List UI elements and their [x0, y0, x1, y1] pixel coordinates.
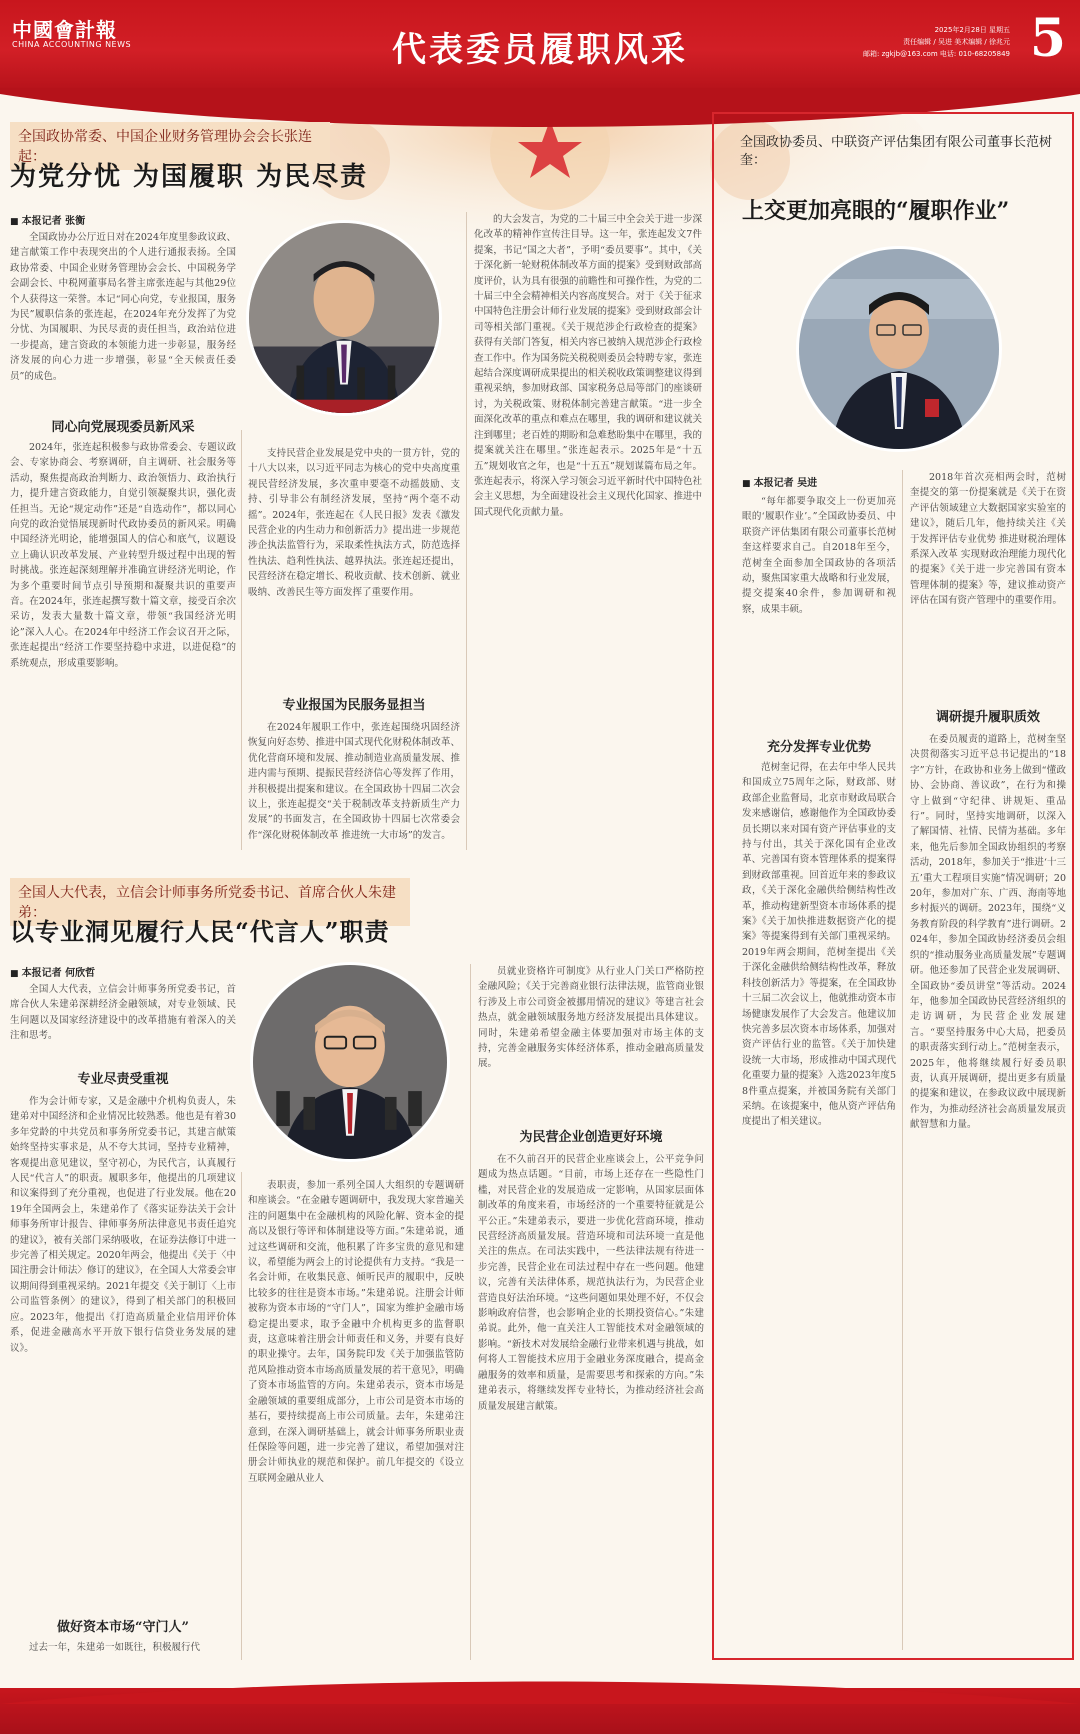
article2-subhead-3: 为民营企业创造更好环境 [519, 1130, 663, 1145]
column-rule [902, 470, 903, 1650]
article3-kicker: 全国政协委员、中联资产评估集团有限公司董事长范树奎： [740, 135, 1053, 168]
article3-col2-p1: 2018年首次亮相两会时，范树奎提交的第一份提案就是《关于在资产评估领域建立大数据国家实验室的建议》，随后几年，他持续关注《关于发挥评估专业优势 推进财税治理体系深入改革 实现财政治理能力现代化的提案》《关于进一步完善国有资本管理体制的提案》等，建议推动资产评估在国有资产管理中的重要作用。 [910, 472, 1066, 607]
paper-name-english: CHINA ACCOUNTING NEWS [12, 40, 132, 49]
paper-name: 中國會計報 [12, 18, 117, 42]
article3-subhead-2: 调研提升履职质效 [935, 710, 1040, 725]
article1-col3-p1: 的大会发言，为党的二十届三中全会关于进一步深化改革的精神作宣传注目导。这一年，张连起发文7件提案，书记“国之大者”，予明“委员要事”。其中，《关于深化新一轮财税体制改革方面的提案》受到财政部高度评价，认为具有很强的前瞻性和可操作性，为党的二十届三中全会精神相关内容高度契合。对于《关于征求中国特色注册会计师行业发展的提案》受到财政部会计司等相关部门重视。《关于规范涉企行政检查的提案》获得有关部门答复，相关内容已被纳入规范涉企行政检查工作中。作为国务院关税税则委员会特聘专家，张连起结合深度调研成果提出的相关税收政策调整建议得到重视采纳，参加财政部、国家税务总局等部门的座谈研讨，为关税政策、财税体制完善建言献策。“进一步全面深化改革的重点和难点在哪里，我的调研和建议就关注到哪里；老百姓的期盼和急难愁盼集中在哪里，我的提案就关注在哪里。”张连起表示。2025年是“十五五”规划收官之年，也是“十五五”规划谋篇布局之年。张连起表示，将深入学习领会习近平新时代中国特色社会主义思想，为全面建设社会主义现代化国家、推进中国式现代化贡献力量。 [474, 214, 702, 518]
article3-col1-p2: 范树奎记得，在去年中华人民共和国成立75周年之际，财政部、财政部企业监督局，北京市财政局联合发来感谢信，感谢他作为全国政协委员长期以来对国有资产评估事业的支持与付出，其关于深化国有企业改革、完善国有资本管理体系的提案得到财政部重视。回首近年来的参政议政，《关于深化金融供给侧结构性改革，推动构建新型资本市场体系的提案》《关于加快推进数据资产化的提案》等提案得到有关部门重视采纳。2019年两会期间，范树奎提出《关于深化金融供给侧结构性改革，释放科技创新活力》等提案，在全国政协十三届二次会议上，他就推动资本市场健康发展作了大会发言。他建议加快完善多层次资本市场体系，加强对资产评估行业的监管。《关于加快建设统一大市场，形成推动中国式现代化重要力量的提案》入选2023年度58件重点提案，并被国务院有关部门采纳。在该提案中，他从资产评估角度提出了相关建议。 [742, 762, 896, 1128]
article1-col2-p1: 支持民营企业发展是党中央的一贯方针，党的十八大以来，以习近平同志为核心的党中央高度重视民营经济发展，多次重申要毫不动摇鼓励、支持、引导非公有制经济发展，坚持“两个毫不动摇”。2024年，张连起在《人民日报》发表《激发民营企业的内生动力和创新活力》提出进一步规范涉企执法监管行为，采取柔性执法方式，防范选择性执法、趋利性执法、越界执法。张连起还提出，民营经济在稳定增长、税收贡献、技术创新、就业吸纳、改善民生等方面发挥了重要作用。 [248, 448, 460, 598]
article3-col1-p1: “每年都要争取交上一份更加亮眼的‘履职作业’。”全国政协委员、中联资产评估集团有限公司董事长范树奎这样要求自己。自2018年至今，范树奎全面参加全国政协的各项活动，聚焦国家重大战略和行业发展，提交提案40余件，参加调研和视察，成果丰硕。 [742, 496, 896, 615]
article1-byline: ■ 本报记者 张衡 [10, 212, 85, 227]
article1-col2-p2: 在2024年履职工作中，张连起围绕巩固经济恢复向好态势、推进中国式现代化财税体制改革、优化营商环境和发展、推动制造业高质量发展、推进内需与预期、提振民营经济信心等发挥了作用，并积极提出提案和建议。在全国政协十四届二次会议上，张连起提交“关于税制改革支持新质生产力发展”的书面发言，在全国政协十四届七次常委会作“深化财税体制改革 推进统一大市场”的发言。 [248, 722, 460, 841]
article2-col2-p1: 表职责，参加一系列全国人大组织的专题调研和座谈会。“在金融专题调研中，我发现大家普遍关注的问题集中在金融机构的风险化解、资本金的提高以及银行等评和体制建设等方面。”朱建弟说，通过这些调研和交流，他积累了许多宝贵的意见和建议，希望能为两会上的讨论提供有力支持。“我是一名会计师，在收集民意、倾听民声的履职中，反映比较多的往往是资本市场。”朱建弟说。注册会计师被称为资本市场的“守门人”，国家为维护金融市场稳定提出要求，取予金融中介机构更多的监督职责，这意味着注册会计师责任和义务，并要有良好的职业操守。去年，国务院印发《关于加强监管防范风险推动资本市场高质量发展的若干意见》，明确了资本市场监管的方向。朱建弟表示，资本市场是金融领域的重要组成部分，上市公司是资本市场的基石，要持续提高上市公司质量。去年，朱建弟注意到，在深入调研基础上，就会计师事务所职业责任保险等问题，进一步完善了建议，希望加强对注册会计师执业的规范和保护。前几年提交的《设立互联网金融从业人 [248, 1180, 464, 1484]
article1-subhead-1: 同心向党展现委员新风采 [51, 420, 195, 435]
article3-headline: 上交更加亮眼的“履职作业” [742, 198, 1010, 224]
article3-byline: ■ 本报记者 吴进 [742, 474, 817, 489]
photo-zhu-jiandi [250, 962, 450, 1162]
footer-band [0, 1688, 1080, 1734]
article2-col1-p0: 全国人大代表，立信会计师事务所党委书记，首席合伙人朱建弟深耕经济金融领域，对专业领域、民生问题以及国家经济建设中的改革措施有着深入的关注和思考。 [10, 984, 236, 1042]
article2-col3-p2: 在不久前召开的民营企业座谈会上，公平竞争问题成为热点话题。“目前，市场上还存在一些隐性门槛，对民营企业的发展造成一定影响，从国家层面体制改革的角度来看，市场经济的一个重要特征就是公平公正。”朱建弟表示，要进一步优化营商环境，推动民营经济高质量发展。营造环境和司法环境一直是他关注的焦点。在司法实践中，一些法律法规有待进一步完善，民营企业在司法过程中存在一些问题。他建议，完善有关法律体系，规范执法行为，为民营企业营造良好法治环境。“这些问题如果处理不好，不仅会影响政府信誉，也会影响企业的长期投资信心。”朱建弟说。此外，他一直关注人工智能技术对金融领域的影响。“新技术对发展给金融行业带来机遇与挑战，如何将人工智能技术应用于金融业务深度融合，提高金融服务的效率和质量，是需要思考和探索的方向。”朱建弟表示，将继续发挥专业特长，为推动经济社会高质量发展建言献策。 [478, 1154, 704, 1412]
section-title: 代表委员履职风采 [392, 30, 688, 70]
editors: 责任编辑 / 吴进 美术编辑 / 徐兆元 [903, 38, 1010, 46]
article2-kicker: 全国人大代表，立信会计师事务所党委书记、首席合伙人朱建弟： [10, 878, 410, 926]
article1-col1-p2: 2024年，张连起积极参与政协常委会、专题议政会、专家协商会、考察调研，自主调研、社会服务等活动，聚焦提高政治判断力、政治领悟力、政治执行力，提升建言资政能力，自觉引领凝聚共识，强化责任担当。无论“规定动作”还是“自选动作”，都以同心向党的政治觉悟展现新时代政协委员的新风采。明确中国经济光明论，能增强国人的信心和底气，议题设立上确认识改革发展、产业转型升级过程中出现的暂时挑战。张连起深刻理解并准确宣讲经济光明论，作为多个重要时间节点引导预期和凝聚共识的重要声音。在2024年，张连起撰写数十篇文章，接受百余次采访，发表大量数十篇文章，带领“我国经济光明论”深入人心。在2024年中经济工作会议召开之际，张连起提出“经济工作要坚持稳中求进，以进促稳”的系统观点，形成重要影响。 [10, 442, 236, 669]
column-rule [470, 964, 471, 1660]
article2-col3-p1: 员就业资格许可制度》从行业人门关口严格防控金融风险；《关于完善商业银行法律法规，监管商业银行涉及上市公司资金被挪用情况的建议》等建言社会热点，就金融领域服务地方经济发展提出具体建议。同时，朱建弟希望金融主体要加强对市场主体的支持，完善金融服务实体经济体系，推动金融高质量发展。 [478, 966, 704, 1070]
article2-col1-p1: 作为会计师专家，又是金融中介机构负责人，朱建弟对中国经济和企业情况比较熟悉。他也是有着30多年党龄的中共党员和事务所党委书记，其建言献策始终坚持实事求是，从不夸大其词，坚持专业精神，客观提出意见建议，坚守初心，为民代言，认真履行人民“代言人”的职责。履职多年，他提出的几项建议和议案得到了充分重视，也促进了行业发展。他在2019年全国两会上，朱建弟作了《落实证券法关于会计师事务所审计报告、律师事务所法律意见书责任追究的建议》，被有关部门采纳吸收，在证券法修订中进一步完善了相关规定。2020年两会，他提出《关于〈中国注册会计师法〉修订的建议》，在全国人大常委会审议期间得到重视采纳。2021年提交《关于制订〈上市公司监管条例〉的建议》，得到了相关部门的积极回应。2023年，他提出《打造高质量企业信用评价体系，促进金融高水平开放下银行信贷业务发展的建议》。 [10, 1096, 236, 1354]
footer-wave [0, 1674, 1080, 1704]
article2-subhead-2: 做好资本市场“守门人” [57, 1620, 189, 1635]
article2-subhead-1: 专业尽责受重视 [77, 1072, 169, 1087]
masthead [0, 0, 1080, 92]
column-rule [466, 212, 467, 850]
contact: 邮箱: zgkjb@163.com 电话: 010-68205849 [862, 50, 1010, 58]
article1-headline: 为党分忧 为国履职 为民尽责 [10, 162, 369, 192]
article2-col1-p2: 过去一年，朱建弟一如既往，积极履行代 [29, 1642, 201, 1653]
column-rule [241, 1172, 242, 1660]
article3-col2-p2: 在委员履责的道路上，范树奎坚决贯彻落实习近平总书记提出的“18字”方针，在政协和业务上做到“懂政协、会协商、善议政”，在行为和操守上做到“守纪律、讲规矩、重品行”。同时，坚持实地调研，以深入了解国情、社情、民情为基础。多年来，他先后参加全国政协组织的考察活动，2018年，参加关于“推进‘十三五’重大工程项目实施”情况调研；2020年，参加对广东、广西、海南等地乡村振兴的调研。2023年，围绕“义务教育阶段的科学教育”进行调研。2024年，参加全国政协经济委员会组织的“推动服务业高质量发展”专题调研。他还参加了民营企业发展调研、全国政协“委员讲堂”等活动。2024年，他参加全国政协民营经济组织的走访调研，为民营企业发展建言。“要坚持服务中心大局，把委员的职责落实到行动上。”范树奎表示，2025年，他将继续履行好委员职责，认真开展调研，提出更多有质量的提案和建议，在参政议政中展现新作为，为推动经济社会高质量发展贡献智慧和力量。 [910, 734, 1066, 1131]
article2-byline: ■ 本报记者 何欣哲 [10, 964, 95, 979]
photo-fan-shukui [796, 246, 1002, 452]
article1-kicker: 全国政协常委、中国企业财务管理协会会长张连起： [10, 122, 330, 170]
article2-headline: 以专业洞见履行人民“代言人”职责 [10, 917, 390, 946]
page-number: 5 [1029, 8, 1066, 69]
column-rule [241, 430, 242, 850]
article1-col1-p1: 全国政协办公厅近日对在2024年度里参政议政、建言献策工作中表现突出的个人进行通报表扬。全国政协常委、中国企业财务管理协会会长、中国税务学会副会长、中税网董事局名誉主席张连起与其他29位个人获得这一荣誉。本记“同心向党，专业报国，服务为民”履职信条的张连起，在2024年充分发挥了为党分忧、为国履职、为民尽责的责任担当，政治站位进一步提高，建言资政的本领能力进一步彰显，服务经济发展的向心力进一步增强，彰显“全天候责任委员”的成色。 [10, 232, 236, 382]
issue-date: 2025年2月28日 星期五 [934, 26, 1010, 34]
article1-subhead-2: 专业报国为民服务显担当 [282, 698, 426, 713]
photo-zhang-lianqi [246, 220, 442, 416]
issue-meta [840, 24, 1010, 60]
article3-subhead-1: 充分发挥专业优势 [766, 740, 871, 755]
